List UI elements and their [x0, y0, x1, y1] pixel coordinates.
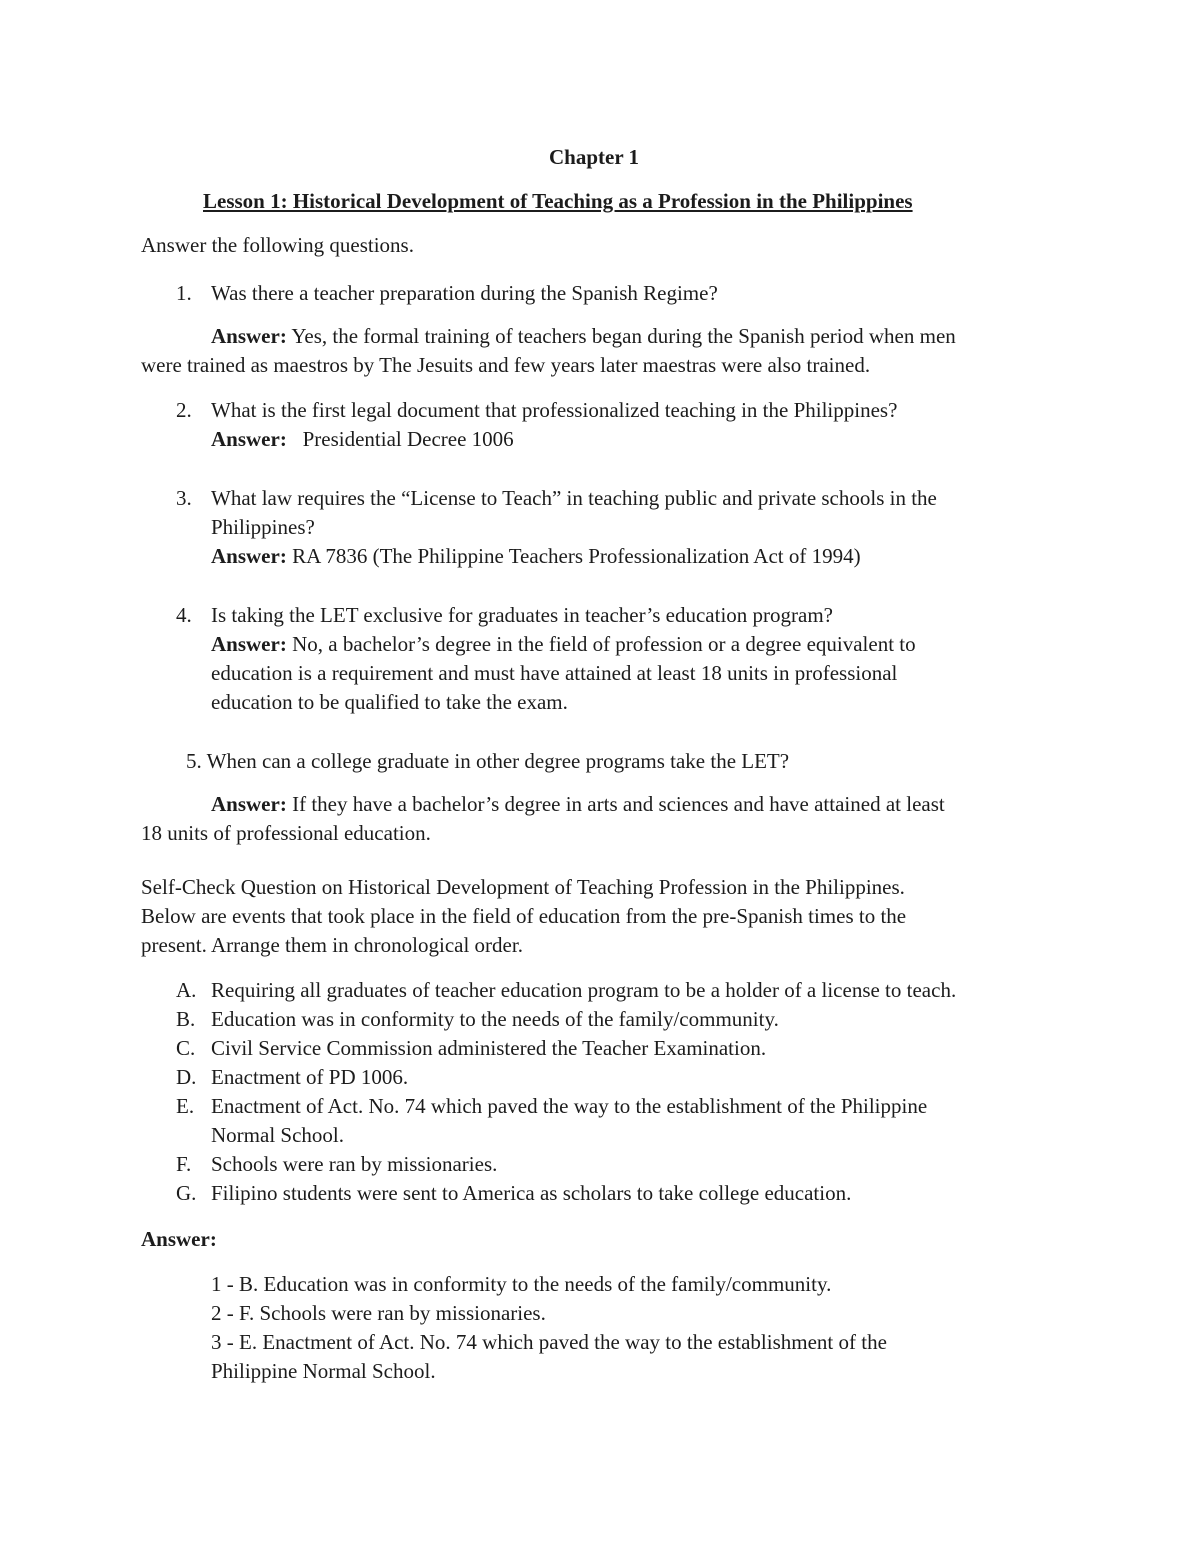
answer-text: were trained as maestros by The Jesuits and few years later maestras were also trained. — [141, 353, 871, 377]
question-number: 4. — [176, 603, 192, 627]
list-item: Requiring all graduates of teacher education program to be a holder of a license to teach. — [211, 978, 957, 1002]
question-text: 5. When can a college graduate in other degree programs take the LET? — [186, 749, 790, 773]
final-answer-line: 2 - F. Schools were ran by missionaries. — [211, 1301, 546, 1325]
self-check-intro: present. Arrange them in chronological order. — [141, 933, 523, 957]
answer-line — [211, 322, 956, 351]
list-item-letter: C. — [176, 1036, 196, 1060]
question-number: 1. — [176, 281, 192, 305]
self-check-intro: Self-Check Question on Historical Development of Teaching Profession in the Philippines. — [141, 875, 905, 899]
answer-text: education is a requirement and must have attained at least 18 units in professional — [211, 661, 898, 685]
list-item: Enactment of PD 1006. — [211, 1065, 409, 1089]
question-text: Is taking the LET exclusive for graduates in teacher’s education program? — [211, 603, 833, 627]
list-item: Normal School. — [211, 1123, 344, 1147]
list-item-letter: E. — [176, 1094, 195, 1118]
lesson-title: Lesson 1: Historical Development of Teaching as a Profession in the Philippines — [203, 189, 913, 213]
list-item-letter: F. — [176, 1152, 192, 1176]
answer-label: Answer: — [211, 427, 287, 451]
answer-label: Answer: — [211, 544, 287, 568]
answer-line — [211, 542, 861, 571]
answer-label: Answer: — [211, 324, 287, 348]
self-check-intro: Below are events that took place in the field of education from the pre-Spanish times to the — [141, 904, 907, 928]
question-text: What law requires the “License to Teach” in teaching public and private schools in the — [211, 486, 937, 510]
instruction-text: Answer the following questions. — [141, 233, 414, 257]
list-item-letter: D. — [176, 1065, 197, 1089]
list-item-letter: G. — [176, 1181, 197, 1205]
list-item: Filipino students were sent to America as scholars to take college education. — [211, 1181, 852, 1205]
answer-text: Yes, the formal training of teachers began during the Spanish period when men — [291, 324, 956, 348]
list-item: Education was in conformity to the needs of the family/community. — [211, 1007, 779, 1031]
answer-line — [211, 630, 916, 659]
list-item: Schools were ran by missionaries. — [211, 1152, 498, 1176]
answer-text: 18 units of professional education. — [141, 821, 431, 845]
answer-label: Answer: — [211, 792, 287, 816]
final-answer-label: Answer: — [141, 1227, 217, 1251]
chapter-title: Chapter 1 — [549, 145, 640, 169]
question-text: Was there a teacher preparation during the Spanish Regime? — [211, 281, 718, 305]
answer-text: Presidential Decree 1006 — [302, 427, 514, 451]
final-answer-line: 3 - E. Enactment of Act. No. 74 which paved the way to the establishment of the — [211, 1330, 887, 1354]
answer-text: RA 7836 (The Philippine Teachers Professionalization Act of 1994) — [292, 544, 861, 568]
answer-line — [211, 425, 514, 454]
question-text: Philippines? — [211, 515, 315, 539]
answer-text: If they have a bachelor’s degree in arts and sciences and have attained at least — [292, 792, 945, 816]
answer-line — [211, 790, 945, 819]
list-item: Civil Service Commission administered the Teacher Examination. — [211, 1036, 767, 1060]
list-item: Enactment of Act. No. 74 which paved the way to the establishment of the Philippine — [211, 1094, 928, 1118]
question-text: What is the first legal document that professionalized teaching in the Philippines? — [211, 398, 898, 422]
list-item-letter: A. — [176, 978, 197, 1002]
answer-text: education to be qualified to take the exam. — [211, 690, 568, 714]
final-answer-line: Philippine Normal School. — [211, 1359, 436, 1383]
list-item-letter: B. — [176, 1007, 196, 1031]
answer-label: Answer: — [211, 632, 287, 656]
final-answer-line: 1 - B. Education was in conformity to the needs of the family/community. — [211, 1272, 832, 1296]
question-number: 2. — [176, 398, 192, 422]
question-number: 3. — [176, 486, 192, 510]
answer-text: No, a bachelor’s degree in the field of profession or a degree equivalent to — [292, 632, 916, 656]
